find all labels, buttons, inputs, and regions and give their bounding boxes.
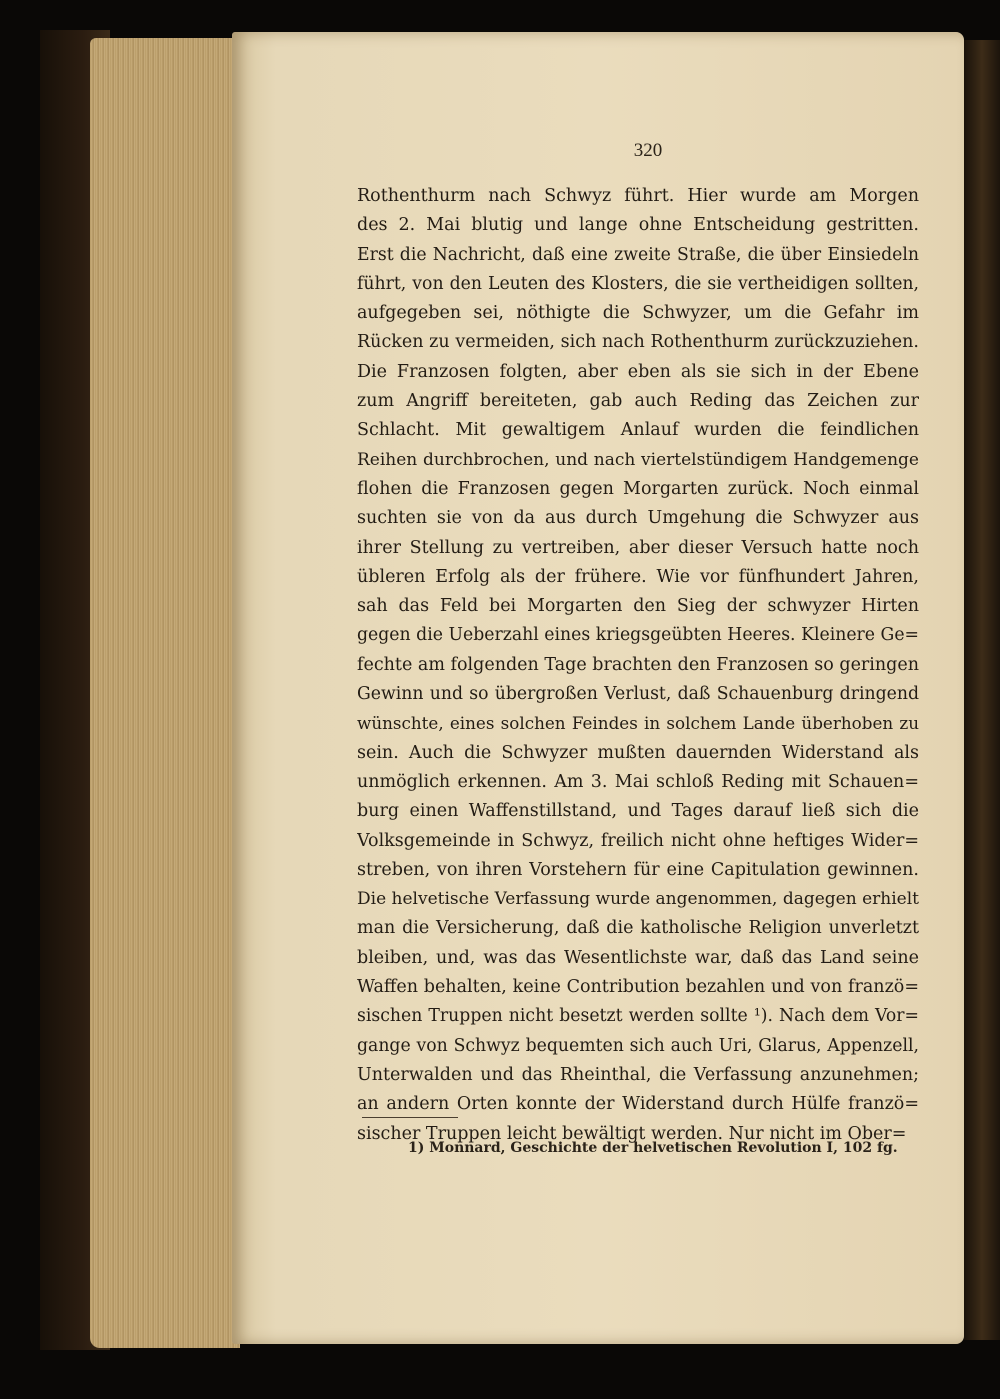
text-line: suchten sie von da aus durch Umgehung die Schwyzer aus: [357, 508, 919, 529]
text-line: ihrer Stellung zu vertreiben, aber dieser Versuch hatte noch: [357, 537, 919, 558]
text-line: Rothenthurm nach Schwyz führt. Hier wurde am Morgen: [357, 186, 919, 206]
body-text: [357, 182, 919, 1149]
text-line: sah das Feld bei Morgarten den Sieg der schwyzer Hirten: [357, 596, 919, 617]
text-line: burg einen Waffenstillstand, und Tages darauf ließ sich die: [357, 801, 919, 822]
book-cover-right: [964, 40, 1000, 1340]
text-line: zum Angriff bereiteten, gab auch Reding das Zeichen zur: [357, 391, 919, 412]
text-line: Die helvetische Verfassung wurde angenommen, dagegen erhielt: [357, 889, 919, 910]
text-line: übleren Erfolg als der frühere. Wie vor fünfhundert Jahren,: [357, 566, 919, 587]
footnote-divider: [362, 1117, 458, 1118]
page-edges: [90, 38, 240, 1348]
text-line: Erst die Nachricht, daß eine zweite Straße, die über Einsiedeln: [357, 244, 919, 265]
text-line: Reihen durchbrochen, und nach viertelstündigem Handgemenge: [357, 449, 919, 470]
text-line: unmöglich erkennen. Am 3. Mai schloß Reding mit Schauen=: [357, 771, 919, 792]
text-line: fechte am folgenden Tage brachten den Franzosen so geringen: [357, 654, 919, 675]
text-line: sischer Truppen leicht bewältigt werden. Nur nicht im Ober=: [357, 1123, 907, 1144]
text-line: gange von Schwyz bequemten sich auch Uri, Glarus, Appenzell,: [357, 1035, 919, 1056]
text-line: Rücken zu vermeiden, sich nach Rothenthurm zurückzuziehen.: [357, 332, 919, 353]
text-line: sischen Truppen nicht besetzt werden sollte ¹). Nach dem Vor=: [357, 1006, 919, 1027]
text-line: bleiben, und, was das Wesentlichste war, daß das Land seine: [357, 947, 919, 968]
text-line: sein. Auch die Schwyzer mußten dauernden Widerstand als: [357, 742, 919, 763]
text-line: Volksgemeinde in Schwyz, freilich nicht ohne heftiges Wider=: [357, 830, 919, 851]
text-line: Gewinn und so übergroßen Verlust, daß Schauenburg dringend: [357, 684, 919, 705]
text-line: an andern Orten konnte der Widerstand durch Hülfe franzö=: [357, 1094, 919, 1115]
text-line: gegen die Ueberzahl eines kriegsgeübten Heeres. Kleinere Ge=: [357, 625, 919, 646]
text-line: man die Versicherung, daß die katholische Religion unverletzt: [357, 918, 919, 939]
text-line: Die Franzosen folgten, aber eben als sie sich in der Ebene: [357, 361, 919, 382]
footnote: 1) Monnard, Geschichte der helvetischen Revolution I, 102 fg.: [408, 1140, 898, 1156]
text-line: Unterwalden und das Rheinthal, die Verfassung anzunehmen;: [357, 1064, 919, 1085]
text-line: des 2. Mai blutig und lange ohne Entscheidung gestritten.: [357, 215, 919, 236]
text-line: wünschte, eines solchen Feindes in solchem Lande überhoben zu: [357, 713, 919, 734]
text-line: führt, von den Leuten des Klosters, die sie vertheidigen sollten,: [357, 273, 919, 294]
text-line: streben, von ihren Vorstehern für eine Capitulation gewinnen.: [357, 859, 919, 880]
text-line: Waffen behalten, keine Contribution bezahlen und von franzö=: [357, 977, 919, 998]
text-line: aufgegeben sei, nöthigte die Schwyzer, um die Gefahr im: [357, 303, 919, 324]
text-line: Schlacht. Mit gewaltigem Anlauf wurden die feindlichen: [357, 420, 919, 441]
page-number: 320: [633, 140, 663, 161]
text-line: flohen die Franzosen gegen Morgarten zurück. Noch einmal: [357, 478, 919, 499]
